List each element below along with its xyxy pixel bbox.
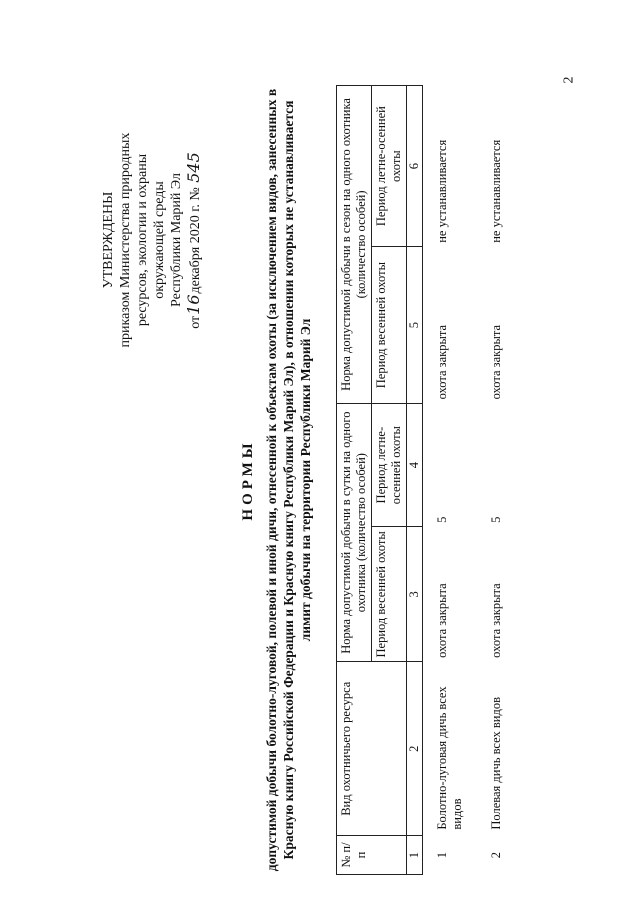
- norms-title: НОРМЫ: [240, 439, 256, 521]
- header-daily-spring: Период весенней охоты: [372, 527, 407, 662]
- season-spring-cell: охота закрыта: [489, 324, 503, 400]
- header-species: Вид охотничьего ресурса: [337, 662, 407, 836]
- norms-table: [336, 85, 508, 875]
- column-number: 5: [407, 247, 423, 404]
- approval-line: приказом Министерства природных: [118, 132, 133, 348]
- date-rest: декабря 2020 г. №: [188, 187, 203, 294]
- approval-line: окружающей среды: [152, 181, 167, 299]
- column-number: 2: [407, 662, 423, 836]
- column-number: 3: [407, 527, 423, 662]
- header-season-spring: Период весенней охоты: [372, 247, 407, 404]
- approval-block: [100, 120, 204, 360]
- row-number: 1: [435, 851, 449, 859]
- date-prefix: от: [188, 315, 203, 329]
- season-summer-autumn-cell: не устанавливается: [435, 139, 449, 243]
- approval-line: Республики Марий Эл: [169, 173, 184, 307]
- column-number: 6: [407, 86, 423, 247]
- species-cell: Полевая дичь всех видов: [489, 697, 503, 830]
- daily-summer-autumn-cell: 5: [435, 516, 449, 523]
- rotated-document: [100, 85, 560, 875]
- table-row: [423, 86, 470, 875]
- daily-spring-cell: охота закрыта: [435, 583, 449, 658]
- column-number: 4: [407, 403, 423, 526]
- season-summer-autumn-cell: не устанавливается: [489, 139, 503, 243]
- header-season-summer-autumn: Период летне-осенней охоты: [372, 86, 407, 247]
- approval-line: ресурсов, экологии и охраны: [135, 153, 150, 327]
- handwritten-order-number: 545: [184, 152, 203, 183]
- header-daily-norm: Норма допустимой добычи в сутки на одного охотника (количество особей): [337, 403, 372, 661]
- document-subtitle: допустимой добычи болотно-луговой, полевой и иной дичи, отнесенной к объектам охоты (за исключением видов, занесенных в Красную книгу Российской Федерации и Красную книгу Республики Марий Эл), в отношении которых не устанавливается лимит добычи на территории Республики Марий Эл: [264, 88, 313, 872]
- column-number: 1: [407, 836, 423, 875]
- handwritten-day: 16: [184, 294, 203, 315]
- header-season-norm: Норма допустимой добычи в сезон на одного охотника (количество особей): [337, 86, 372, 404]
- approval-date-line: [185, 120, 204, 360]
- daily-spring-cell: охота закрыта: [489, 583, 503, 658]
- season-spring-cell: охота закрыта: [435, 324, 449, 400]
- species-cell: Болотно-луговая дичь всех видов: [435, 686, 464, 830]
- approval-heading: УТВЕРЖДЕНЫ: [101, 191, 116, 289]
- daily-summer-autumn-cell: 5: [489, 516, 503, 523]
- header-daily-summer-autumn: Период летне-осенней охоты: [372, 403, 407, 526]
- table-row: [469, 86, 508, 875]
- page-number: 2: [561, 76, 577, 84]
- header-num: № п/п: [337, 836, 407, 875]
- row-number: 2: [489, 851, 503, 859]
